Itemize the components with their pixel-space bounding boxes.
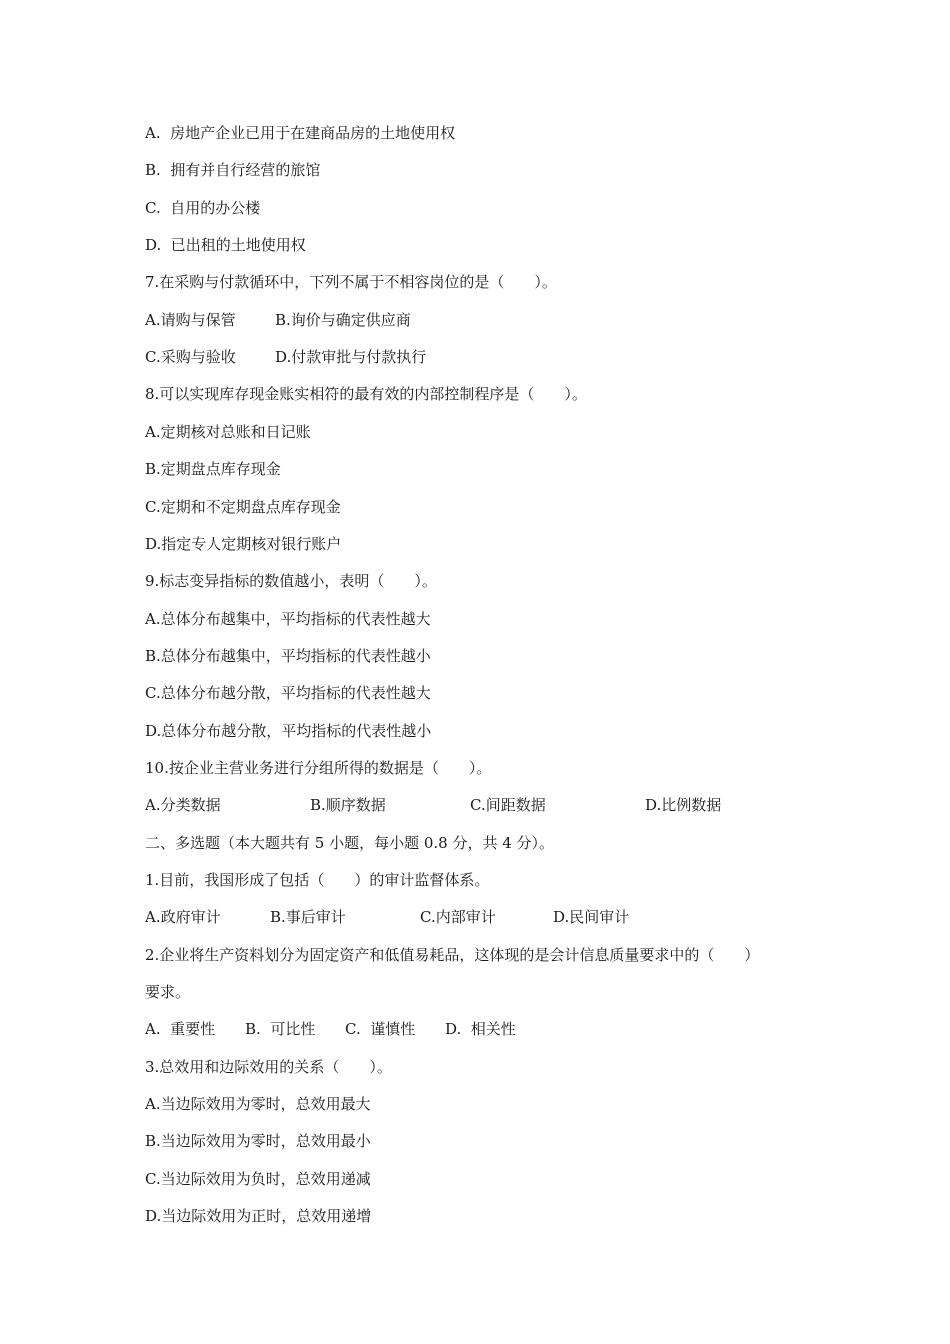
q7-option-a: A.请购与保管 bbox=[145, 311, 236, 329]
q9-option-a: A.总体分布越集中，平均指标的代表性越大 bbox=[145, 610, 431, 628]
mq3-option-b: B.当边际效用为零时，总效用最小 bbox=[145, 1132, 371, 1150]
q9-stem: 9.标志变异指标的数值越小，表明（ ）。 bbox=[145, 572, 437, 590]
mq2-option-a: A. 重要性 bbox=[145, 1020, 216, 1038]
prev-option-b: B. 拥有并自行经营的旅馆 bbox=[145, 161, 321, 179]
mq3-option-d: D.当边际效用为正时，总效用递增 bbox=[145, 1207, 372, 1225]
q7-stem: 7.在采购与付款循环中，下列不属于不相容岗位的是（ ）。 bbox=[145, 273, 557, 291]
prev-option-a: A. 房地产企业已用于在建商品房的土地使用权 bbox=[145, 124, 456, 142]
mq1-option-b: B.事后审计 bbox=[270, 908, 346, 926]
q7-option-c: C.采购与验收 bbox=[145, 348, 236, 366]
mq2-stem-line-1: 2.企业将生产资料划分为固定资产和低值易耗品，这体现的是会计信息质量要求中的（ ） bbox=[145, 946, 760, 964]
prev-option-d: D. 已出租的土地使用权 bbox=[145, 236, 306, 254]
q8-option-a: A.定期核对总账和日记账 bbox=[145, 423, 311, 441]
mq1-stem: 1.目前，我国形成了包括（ ）的审计监督体系。 bbox=[145, 871, 490, 889]
q10-option-d: D.比例数据 bbox=[645, 796, 722, 814]
mq2-option-c: C. 谨慎性 bbox=[345, 1020, 416, 1038]
q9-option-d: D.总体分布越分散，平均指标的代表性越小 bbox=[145, 722, 432, 740]
q10-option-a: A.分类数据 bbox=[145, 796, 221, 814]
mq3-option-a: A.当边际效用为零时，总效用最大 bbox=[145, 1095, 371, 1113]
q8-stem: 8.可以实现库存现金账实相符的最有效的内部控制程序是（ ）。 bbox=[145, 385, 587, 403]
mq2-option-d: D. 相关性 bbox=[445, 1020, 516, 1038]
mq3-option-c: C.当边际效用为负时，总效用递减 bbox=[145, 1170, 371, 1188]
q7-options-row-1 bbox=[145, 310, 411, 330]
mq2-option-b: B. 可比性 bbox=[245, 1020, 316, 1038]
q10-option-b: B.顺序数据 bbox=[310, 796, 386, 814]
mq3-stem: 3.总效用和边际效用的关系（ ）。 bbox=[145, 1058, 392, 1076]
q8-option-c: C.定期和不定期盘点库存现金 bbox=[145, 498, 341, 516]
q7-option-b: B.询价与确定供应商 bbox=[275, 311, 411, 329]
mq2-options-row bbox=[145, 1019, 516, 1039]
q8-option-b: B.定期盘点库存现金 bbox=[145, 460, 281, 478]
mq1-option-d: D.民间审计 bbox=[553, 908, 630, 926]
q10-option-c: C.间距数据 bbox=[470, 796, 546, 814]
mq2-stem-line-2: 要求。 bbox=[145, 983, 191, 1001]
q8-option-d: D.指定专人定期核对银行账户 bbox=[145, 535, 342, 553]
section-2-heading: 二、多选题（本大题共有 5 小题，每小题 0.8 分，共 4 分）。 bbox=[145, 834, 555, 852]
prev-option-c: C. 自用的办公楼 bbox=[145, 199, 261, 217]
q9-option-b: B.总体分布越集中，平均指标的代表性越小 bbox=[145, 647, 431, 665]
q7-option-d: D.付款审批与付款执行 bbox=[275, 348, 427, 366]
q7-options-row-2 bbox=[145, 347, 427, 367]
mq1-options-row bbox=[145, 907, 630, 927]
q9-option-c: C.总体分布越分散，平均指标的代表性越大 bbox=[145, 684, 431, 702]
q10-options-row bbox=[145, 795, 722, 815]
q10-stem: 10.按企业主营业务进行分组所得的数据是（ ）。 bbox=[145, 759, 492, 777]
mq1-option-c: C.内部审计 bbox=[420, 908, 496, 926]
mq1-option-a: A.政府审计 bbox=[145, 908, 221, 926]
